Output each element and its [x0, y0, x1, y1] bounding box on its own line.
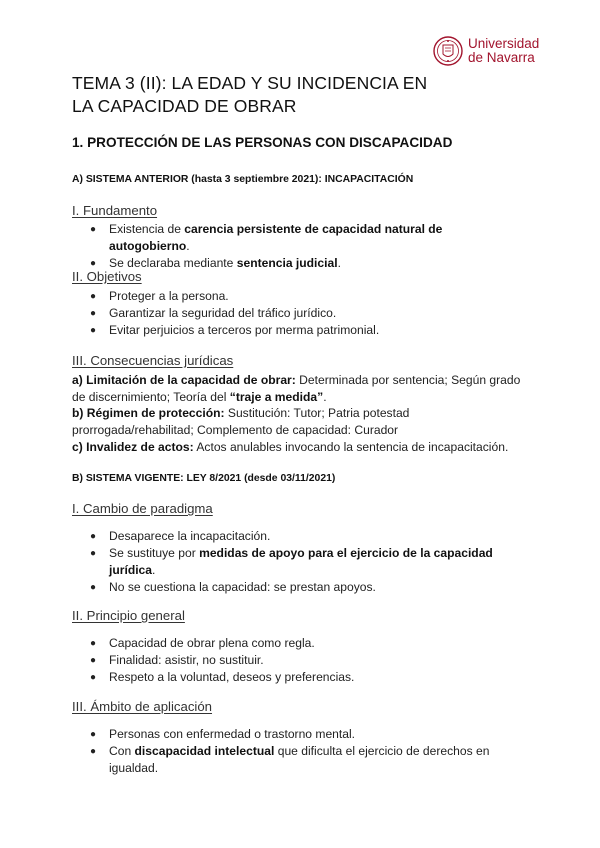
item-text: Se sustituye por [109, 546, 200, 560]
consecuencia-a-label: a) Limitación de la capacidad de obrar: [72, 373, 296, 387]
consecuencia-a [72, 372, 534, 406]
consecuencia-a-bold: “traje a medida” [229, 390, 324, 404]
item-text: Con [109, 744, 135, 758]
university-logo [432, 29, 539, 73]
item-text: Respeto a la voluntad, deseos y preferencias. [109, 670, 355, 684]
list-item [72, 743, 517, 777]
a-fundamento-list [72, 221, 517, 272]
item-bold: sentencia judicial [236, 256, 338, 270]
list-item [72, 528, 517, 545]
consecuencia-c-label: c) Invalidez de actos: [72, 440, 194, 454]
subsection-a-heading: A) SISTEMA ANTERIOR (hasta 3 septiembre 2021): INCAPACITACIÓN [72, 174, 414, 185]
university-logo-text [468, 37, 539, 65]
logo-line-1: Universidad [468, 36, 540, 51]
bullet-icon: ● [90, 224, 97, 235]
item-text: No se cuestiona la capacidad: se prestan apoyos. [109, 580, 376, 594]
bullet-icon: ● [90, 729, 97, 740]
list-item [72, 221, 517, 255]
bullet-icon: ● [90, 291, 97, 302]
b-ambito-list [72, 726, 517, 777]
item-text: Capacidad de obrar plena como regla. [109, 636, 315, 650]
list-item [72, 288, 517, 305]
bullet-icon: ● [90, 582, 97, 593]
consecuencia-b-label: b) Régimen de protección: [72, 406, 225, 420]
consecuencia-c [72, 439, 542, 456]
list-item [72, 652, 517, 669]
b-cambio-list [72, 528, 517, 596]
document-title [72, 72, 542, 118]
section-heading: 1. PROTECCIÓN DE LAS PERSONAS CON DISCAPACIDAD [72, 135, 453, 150]
b-principio-list [72, 635, 517, 686]
consecuencia-c-text: Actos anulables invocando la sentencia de incapacitación. [193, 440, 509, 454]
consecuencia-b-text: Sustitución: Tutor; Patria potestad [224, 406, 410, 420]
item-text: Existencia de [109, 222, 185, 236]
a-consecuencias-title: III. Consecuencias jurídicas [72, 353, 234, 368]
list-item [72, 635, 517, 652]
subsection-b-heading: B) SISTEMA VIGENTE: LEY 8/2021 (desde 03/11/2021) [72, 473, 336, 484]
list-item [72, 579, 517, 596]
item-text: Finalidad: asistir, no sustituir. [109, 653, 264, 667]
b-ambito-title: III. Ámbito de aplicación [72, 699, 213, 714]
list-item [72, 669, 517, 686]
bullet-icon: ● [90, 258, 97, 269]
item-text: Garantizar la seguridad del tráfico jurídico. [109, 306, 337, 320]
list-item [72, 545, 517, 579]
title-line-2: LA CAPACIDAD DE OBRAR [72, 96, 297, 116]
title-line-1: TEMA 3 (II): LA EDAD Y SU INCIDENCIA EN [72, 73, 428, 93]
item-text-end: que dificulta el ejercicio de derechos en igualdad. [109, 744, 490, 775]
bullet-icon: ● [90, 308, 97, 319]
consecuencia-a-end: . [323, 390, 327, 404]
item-text: Personas con enfermedad o trastorno mental. [109, 727, 356, 741]
bullet-icon: ● [90, 638, 97, 649]
b-principio-title: II. Principio general [72, 608, 185, 623]
item-text-end: . [186, 239, 190, 253]
bullet-icon: ● [90, 531, 97, 542]
item-bold: discapacidad intelectual [134, 744, 275, 758]
item-bold: medidas de apoyo para el ejercicio de la capacidad jurídica [109, 546, 493, 577]
item-text-end: . [337, 256, 341, 270]
item-text: Proteger a la persona. [109, 289, 229, 303]
bullet-icon: ● [90, 548, 97, 559]
a-objetivos-list [72, 288, 517, 339]
item-bold: carencia persistente de capacidad natural de autogobierno [109, 222, 443, 253]
list-item [72, 726, 517, 743]
university-seal-icon [432, 29, 464, 73]
consecuencia-b-text-2: prorrogada/rehabilitad; Complemento de capacidad: Curador [72, 423, 399, 437]
bullet-icon: ● [90, 746, 97, 757]
a-fundamento-title: I. Fundamento [72, 203, 158, 218]
list-item [72, 305, 517, 322]
bullet-icon: ● [90, 655, 97, 666]
document-body [72, 72, 542, 118]
consecuencia-b [72, 405, 542, 439]
item-text-end: . [152, 563, 156, 577]
bullet-icon: ● [90, 325, 97, 336]
logo-line-2: de Navarra [468, 50, 535, 65]
consecuencia-a-text: Determinada por sentencia; Según grado de discernimiento; Teoría del [72, 373, 521, 404]
item-text: Desaparece la incapacitación. [109, 529, 271, 543]
bullet-icon: ● [90, 672, 97, 683]
b-cambio-title: I. Cambio de paradigma [72, 501, 213, 516]
item-text: Evitar perjuicios a terceros por merma patrimonial. [109, 323, 380, 337]
a-objetivos-title: II. Objetivos [72, 269, 142, 284]
list-item [72, 322, 517, 339]
item-text: Se declaraba mediante [109, 256, 237, 270]
